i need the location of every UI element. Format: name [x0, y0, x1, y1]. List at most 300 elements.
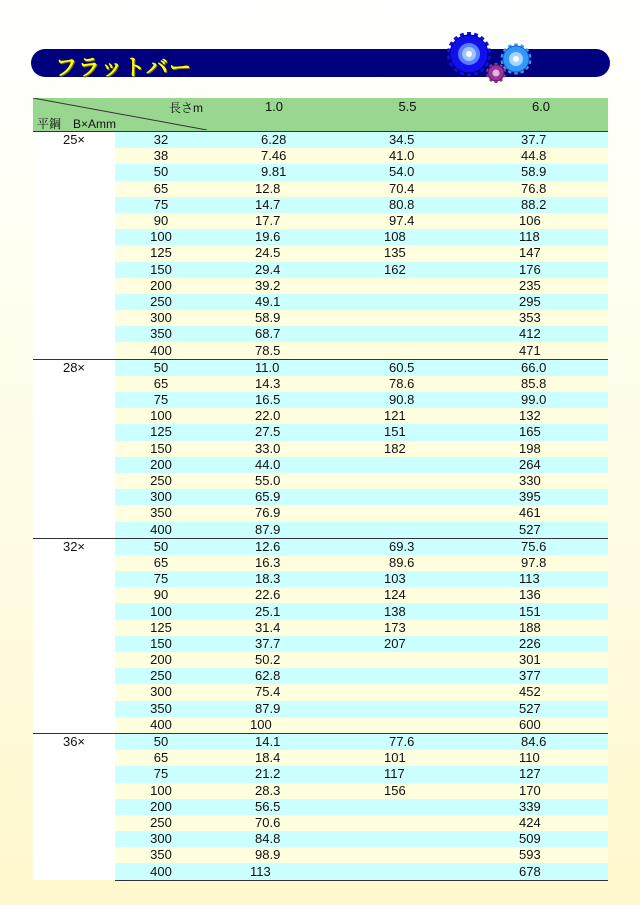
table-row: [33, 245, 608, 261]
width-cell: 300: [115, 684, 207, 700]
weight-value: 452: [519, 684, 541, 700]
width-cell: 50: [115, 164, 207, 180]
table-row: [33, 441, 608, 457]
thickness-cell: 25×: [33, 132, 115, 360]
weight-value: 138: [384, 603, 406, 619]
weight-cell-w55: [341, 863, 474, 880]
weight-cell-w6: [474, 668, 608, 684]
weight-cell-w55: [341, 278, 474, 294]
weight-value: 87.9: [255, 700, 281, 716]
weight-value: 58.9: [255, 310, 281, 326]
weight-cell-w6: [474, 555, 608, 571]
width-cell: 65: [115, 555, 207, 571]
weight-value: 100: [250, 716, 272, 732]
weight-cell-w6: [474, 342, 608, 359]
weight-value: 600: [519, 716, 541, 732]
thickness-cell: 36×: [33, 733, 115, 880]
width-cell: 75: [115, 766, 207, 782]
table-row: [33, 132, 608, 149]
weight-cell-w1: [207, 799, 341, 815]
weight-cell-w1: [207, 132, 341, 149]
weight-value: 97.4: [389, 213, 415, 229]
table-row: [33, 489, 608, 505]
weight-cell-w55: [341, 766, 474, 782]
weight-cell-w6: [474, 376, 608, 392]
weight-value: 14.1: [255, 734, 281, 750]
weight-cell-w1: [207, 148, 341, 164]
weight-value: 14.7: [255, 196, 281, 212]
table-row: [33, 750, 608, 766]
weight-cell-w6: [474, 245, 608, 261]
weight-cell-w55: [341, 555, 474, 571]
table-row: [33, 668, 608, 684]
weight-cell-w1: [207, 294, 341, 310]
table-row: [33, 815, 608, 831]
weight-cell-w1: [207, 717, 341, 734]
weight-value: 99.0: [521, 392, 547, 408]
width-cell: 300: [115, 310, 207, 326]
weight-cell-w6: [474, 197, 608, 213]
width-cell: 300: [115, 831, 207, 847]
weight-cell-w6: [474, 538, 608, 555]
table-row: [33, 652, 608, 668]
weight-cell-w55: [341, 181, 474, 197]
width-cell: 150: [115, 441, 207, 457]
width-cell: 150: [115, 636, 207, 652]
weight-value: 85.8: [521, 375, 547, 391]
weight-cell-w55: [341, 326, 474, 342]
weight-value: 97.8: [521, 554, 547, 570]
table-row: [33, 783, 608, 799]
weight-value: 103: [384, 571, 406, 587]
table-header: [33, 98, 608, 132]
weight-cell-w6: [474, 441, 608, 457]
weight-cell-w55: [341, 489, 474, 505]
weight-cell-w1: [207, 603, 341, 619]
table-row: [33, 733, 608, 750]
weight-cell-w1: [207, 342, 341, 359]
table-row: [33, 831, 608, 847]
weight-value: 75.4: [255, 684, 281, 700]
weight-cell-w1: [207, 326, 341, 342]
table-row: [33, 164, 608, 180]
weight-cell-w6: [474, 505, 608, 521]
width-cell: 200: [115, 799, 207, 815]
weight-value: 12.8: [255, 180, 281, 196]
weight-cell-w1: [207, 684, 341, 700]
weight-value: 44.0: [255, 456, 281, 472]
weight-cell-w6: [474, 571, 608, 587]
width-cell: 38: [115, 148, 207, 164]
weight-cell-w1: [207, 392, 341, 408]
weight-value: 58.9: [521, 164, 547, 180]
weight-cell-w55: [341, 571, 474, 587]
weight-cell-w55: [341, 733, 474, 750]
weight-cell-w1: [207, 424, 341, 440]
width-cell: 400: [115, 342, 207, 359]
weight-cell-w6: [474, 799, 608, 815]
weight-value: 377: [519, 668, 541, 684]
weight-value: 226: [519, 635, 541, 651]
weight-cell-w55: [341, 457, 474, 473]
weight-value: 98.9: [255, 847, 281, 863]
weight-cell-w6: [474, 733, 608, 750]
weight-cell-w6: [474, 863, 608, 880]
weight-cell-w1: [207, 571, 341, 587]
weight-value: 22.6: [255, 587, 281, 603]
weight-value: 76.8: [521, 180, 547, 196]
gears-graphic: [444, 28, 540, 86]
weight-value: 424: [519, 814, 541, 830]
weight-cell-w55: [341, 310, 474, 326]
table-row: [33, 148, 608, 164]
weight-value: 124: [384, 587, 406, 603]
width-cell: 90: [115, 587, 207, 603]
weight-cell-w55: [341, 815, 474, 831]
weight-value: 156: [384, 782, 406, 798]
table-row: [33, 294, 608, 310]
weight-value: 471: [519, 342, 541, 358]
header-corner-cell: [33, 98, 207, 132]
width-cell: 65: [115, 376, 207, 392]
weight-cell-w55: [341, 684, 474, 700]
table-row: [33, 766, 608, 782]
width-cell: 50: [115, 733, 207, 750]
thickness-cell: 28×: [33, 359, 115, 538]
weight-cell-w1: [207, 587, 341, 603]
weight-value: 49.1: [255, 293, 281, 309]
page-title: フラットバー: [55, 56, 193, 81]
weight-cell-w1: [207, 278, 341, 294]
weight-value: 412: [519, 326, 541, 342]
weight-value: 70.4: [389, 180, 415, 196]
weight-value: 77.6: [389, 734, 415, 750]
weight-cell-w55: [341, 376, 474, 392]
weight-cell-w55: [341, 538, 474, 555]
table-row: [33, 181, 608, 197]
weight-value: 301: [519, 652, 541, 668]
weight-value: 108: [384, 229, 406, 245]
weight-value: 295: [519, 293, 541, 309]
weight-value: 33.0: [255, 440, 281, 456]
width-cell: 350: [115, 847, 207, 863]
weight-value: 68.7: [255, 326, 281, 342]
weight-cell-w1: [207, 310, 341, 326]
weight-value: 90.8: [389, 392, 415, 408]
weight-cell-w55: [341, 587, 474, 603]
thickness-cell: 32×: [33, 538, 115, 733]
weight-value: 50.2: [255, 652, 281, 668]
table-row: [33, 847, 608, 863]
weight-cell-w1: [207, 408, 341, 424]
weight-cell-w1: [207, 181, 341, 197]
weight-cell-w1: [207, 229, 341, 245]
weight-value: 110: [519, 750, 540, 766]
weight-cell-w1: [207, 538, 341, 555]
weight-cell-w55: [341, 132, 474, 149]
weight-value: 207: [384, 635, 406, 651]
weight-value: 16.5: [255, 392, 281, 408]
weight-cell-w55: [341, 359, 474, 376]
weight-cell-w6: [474, 620, 608, 636]
table-row: [33, 392, 608, 408]
size-label: 平鋼 B×Amm: [37, 117, 117, 131]
width-cell: 75: [115, 392, 207, 408]
width-cell: 400: [115, 863, 207, 880]
width-cell: 100: [115, 603, 207, 619]
width-cell: 400: [115, 717, 207, 734]
table-row: [33, 342, 608, 359]
table-row: [33, 376, 608, 392]
weight-cell-w55: [341, 197, 474, 213]
weight-value: 170: [519, 782, 541, 798]
weight-value: 84.8: [255, 831, 281, 847]
weight-value: 527: [519, 521, 541, 537]
weight-cell-w55: [341, 164, 474, 180]
weight-value: 27.5: [255, 424, 281, 440]
weight-value: 75.6: [521, 538, 547, 554]
weight-cell-w1: [207, 522, 341, 539]
width-cell: 65: [115, 181, 207, 197]
weight-value: 135: [384, 245, 406, 261]
weight-cell-w1: [207, 847, 341, 863]
weight-cell-w55: [341, 701, 474, 717]
width-cell: 100: [115, 408, 207, 424]
weight-value: 69.3: [389, 538, 415, 554]
width-cell: 50: [115, 538, 207, 555]
weight-cell-w55: [341, 424, 474, 440]
weight-value: 173: [384, 619, 406, 635]
table-row: [33, 571, 608, 587]
weight-value: 34.5: [389, 132, 415, 148]
weight-value: 198: [519, 440, 541, 456]
weight-cell-w1: [207, 783, 341, 799]
table-row: [33, 863, 608, 880]
table-row: [33, 310, 608, 326]
weight-value: 88.2: [521, 196, 547, 212]
weight-cell-w1: [207, 668, 341, 684]
weight-value: 18.3: [255, 571, 281, 587]
weight-cell-w1: [207, 376, 341, 392]
weight-cell-w55: [341, 342, 474, 359]
weight-cell-w6: [474, 294, 608, 310]
weight-value: 176: [519, 261, 541, 277]
weight-value: 22.0: [255, 408, 281, 424]
table-row: [33, 717, 608, 734]
weight-value: 353: [519, 310, 541, 326]
weight-cell-w55: [341, 620, 474, 636]
weight-cell-w1: [207, 750, 341, 766]
width-cell: 65: [115, 750, 207, 766]
weight-cell-w55: [341, 294, 474, 310]
weight-value: 118: [519, 229, 540, 245]
width-cell: 100: [115, 783, 207, 799]
weight-value: 121: [384, 408, 406, 424]
gear-purple-icon: [486, 63, 506, 83]
weight-value: 509: [519, 831, 541, 847]
weight-value: 127: [519, 766, 541, 782]
table-row: [33, 620, 608, 636]
weight-value: 18.4: [255, 750, 281, 766]
weight-value: 25.1: [255, 603, 281, 619]
weight-cell-w6: [474, 701, 608, 717]
weight-value: 62.8: [255, 668, 281, 684]
weight-cell-w6: [474, 408, 608, 424]
weight-value: 113: [519, 571, 540, 587]
table-row: [33, 555, 608, 571]
weight-cell-w55: [341, 522, 474, 539]
length-label: 長さm: [169, 101, 203, 115]
weight-value: 29.4: [255, 261, 281, 277]
weight-cell-w6: [474, 326, 608, 342]
length-header-2: 5.5: [341, 98, 474, 132]
weight-value: 11.0: [255, 359, 280, 375]
weight-value: 12.6: [255, 538, 281, 554]
width-cell: 50: [115, 359, 207, 376]
weight-cell-w55: [341, 717, 474, 734]
weight-cell-w55: [341, 392, 474, 408]
weight-cell-w6: [474, 603, 608, 619]
weight-value: 165: [519, 424, 541, 440]
weight-value: 76.9: [255, 505, 281, 521]
weight-cell-w1: [207, 473, 341, 489]
weight-cell-w6: [474, 750, 608, 766]
weight-cell-w6: [474, 587, 608, 603]
width-cell: 200: [115, 457, 207, 473]
weight-cell-w6: [474, 831, 608, 847]
weight-value: 37.7: [521, 132, 547, 148]
weight-value: 17.7: [255, 213, 281, 229]
weight-cell-w1: [207, 815, 341, 831]
weight-value: 44.8: [521, 148, 547, 164]
weight-value: 21.2: [255, 766, 281, 782]
weight-value: 339: [519, 798, 541, 814]
table-row: [33, 636, 608, 652]
weight-cell-w55: [341, 505, 474, 521]
weight-value: 56.5: [255, 798, 281, 814]
weight-cell-w6: [474, 181, 608, 197]
weight-cell-w6: [474, 392, 608, 408]
table-row: [33, 603, 608, 619]
table-row: [33, 522, 608, 539]
table-row: [33, 799, 608, 815]
weight-cell-w6: [474, 766, 608, 782]
width-cell: 200: [115, 278, 207, 294]
weight-cell-w55: [341, 245, 474, 261]
width-cell: 32: [115, 132, 207, 149]
weight-cell-w6: [474, 815, 608, 831]
weight-cell-w1: [207, 197, 341, 213]
weight-cell-w6: [474, 148, 608, 164]
weight-value: 65.9: [255, 489, 281, 505]
weight-cell-w6: [474, 278, 608, 294]
weight-table: [33, 98, 608, 881]
weight-cell-w55: [341, 831, 474, 847]
width-cell: 350: [115, 701, 207, 717]
weight-cell-w1: [207, 457, 341, 473]
weight-value: 39.2: [255, 277, 281, 293]
weight-value: 527: [519, 700, 541, 716]
weight-cell-w1: [207, 441, 341, 457]
weight-cell-w1: [207, 620, 341, 636]
width-cell: 250: [115, 815, 207, 831]
table-row: [33, 326, 608, 342]
weight-value: 14.3: [255, 375, 281, 391]
length-header-1: 1.0: [207, 98, 341, 132]
weight-value: 55.0: [255, 473, 281, 489]
weight-cell-w55: [341, 783, 474, 799]
weight-cell-w55: [341, 148, 474, 164]
weight-value: 70.6: [255, 814, 281, 830]
weight-cell-w1: [207, 733, 341, 750]
weight-cell-w6: [474, 132, 608, 149]
weight-value: 264: [519, 456, 541, 472]
weight-value: 84.6: [521, 734, 547, 750]
weight-cell-w6: [474, 424, 608, 440]
table-row: [33, 505, 608, 521]
width-cell: 150: [115, 262, 207, 278]
weight-value: 24.5: [255, 245, 281, 261]
weight-value: 678: [519, 863, 541, 879]
weight-cell-w6: [474, 684, 608, 700]
weight-cell-w6: [474, 213, 608, 229]
weight-cell-w55: [341, 668, 474, 684]
table-row: [33, 701, 608, 717]
weight-cell-w6: [474, 783, 608, 799]
weight-cell-w6: [474, 229, 608, 245]
weight-cell-w55: [341, 652, 474, 668]
weight-cell-w1: [207, 863, 341, 880]
weight-value: 151: [519, 603, 541, 619]
weight-value: 7.46: [261, 148, 287, 164]
width-cell: 125: [115, 245, 207, 261]
weight-cell-w1: [207, 652, 341, 668]
table-row: [33, 587, 608, 603]
weight-cell-w55: [341, 750, 474, 766]
weight-cell-w1: [207, 766, 341, 782]
weight-value: 235: [519, 277, 541, 293]
width-cell: 250: [115, 473, 207, 489]
weight-cell-w1: [207, 831, 341, 847]
width-cell: 125: [115, 620, 207, 636]
weight-cell-w6: [474, 457, 608, 473]
weight-value: 16.3: [255, 554, 281, 570]
table-row: [33, 229, 608, 245]
weight-value: 132: [519, 408, 541, 424]
gear-large-icon: [447, 32, 491, 76]
weight-value: 37.7: [255, 635, 281, 651]
weight-value: 162: [384, 261, 406, 277]
weight-value: 113: [250, 863, 271, 879]
weight-cell-w1: [207, 701, 341, 717]
length-header-3: 6.0: [474, 98, 608, 132]
width-cell: 75: [115, 571, 207, 587]
weight-cell-w55: [341, 262, 474, 278]
width-cell: 125: [115, 424, 207, 440]
weight-value: 395: [519, 489, 541, 505]
table-row: [33, 278, 608, 294]
weight-value: 136: [519, 587, 541, 603]
weight-value: 6.28: [261, 132, 287, 148]
weight-cell-w6: [474, 473, 608, 489]
weight-cell-w55: [341, 229, 474, 245]
width-cell: 90: [115, 213, 207, 229]
width-cell: 400: [115, 522, 207, 539]
weight-cell-w1: [207, 245, 341, 261]
width-cell: 100: [115, 229, 207, 245]
weight-cell-w55: [341, 847, 474, 863]
weight-value: 147: [519, 245, 541, 261]
